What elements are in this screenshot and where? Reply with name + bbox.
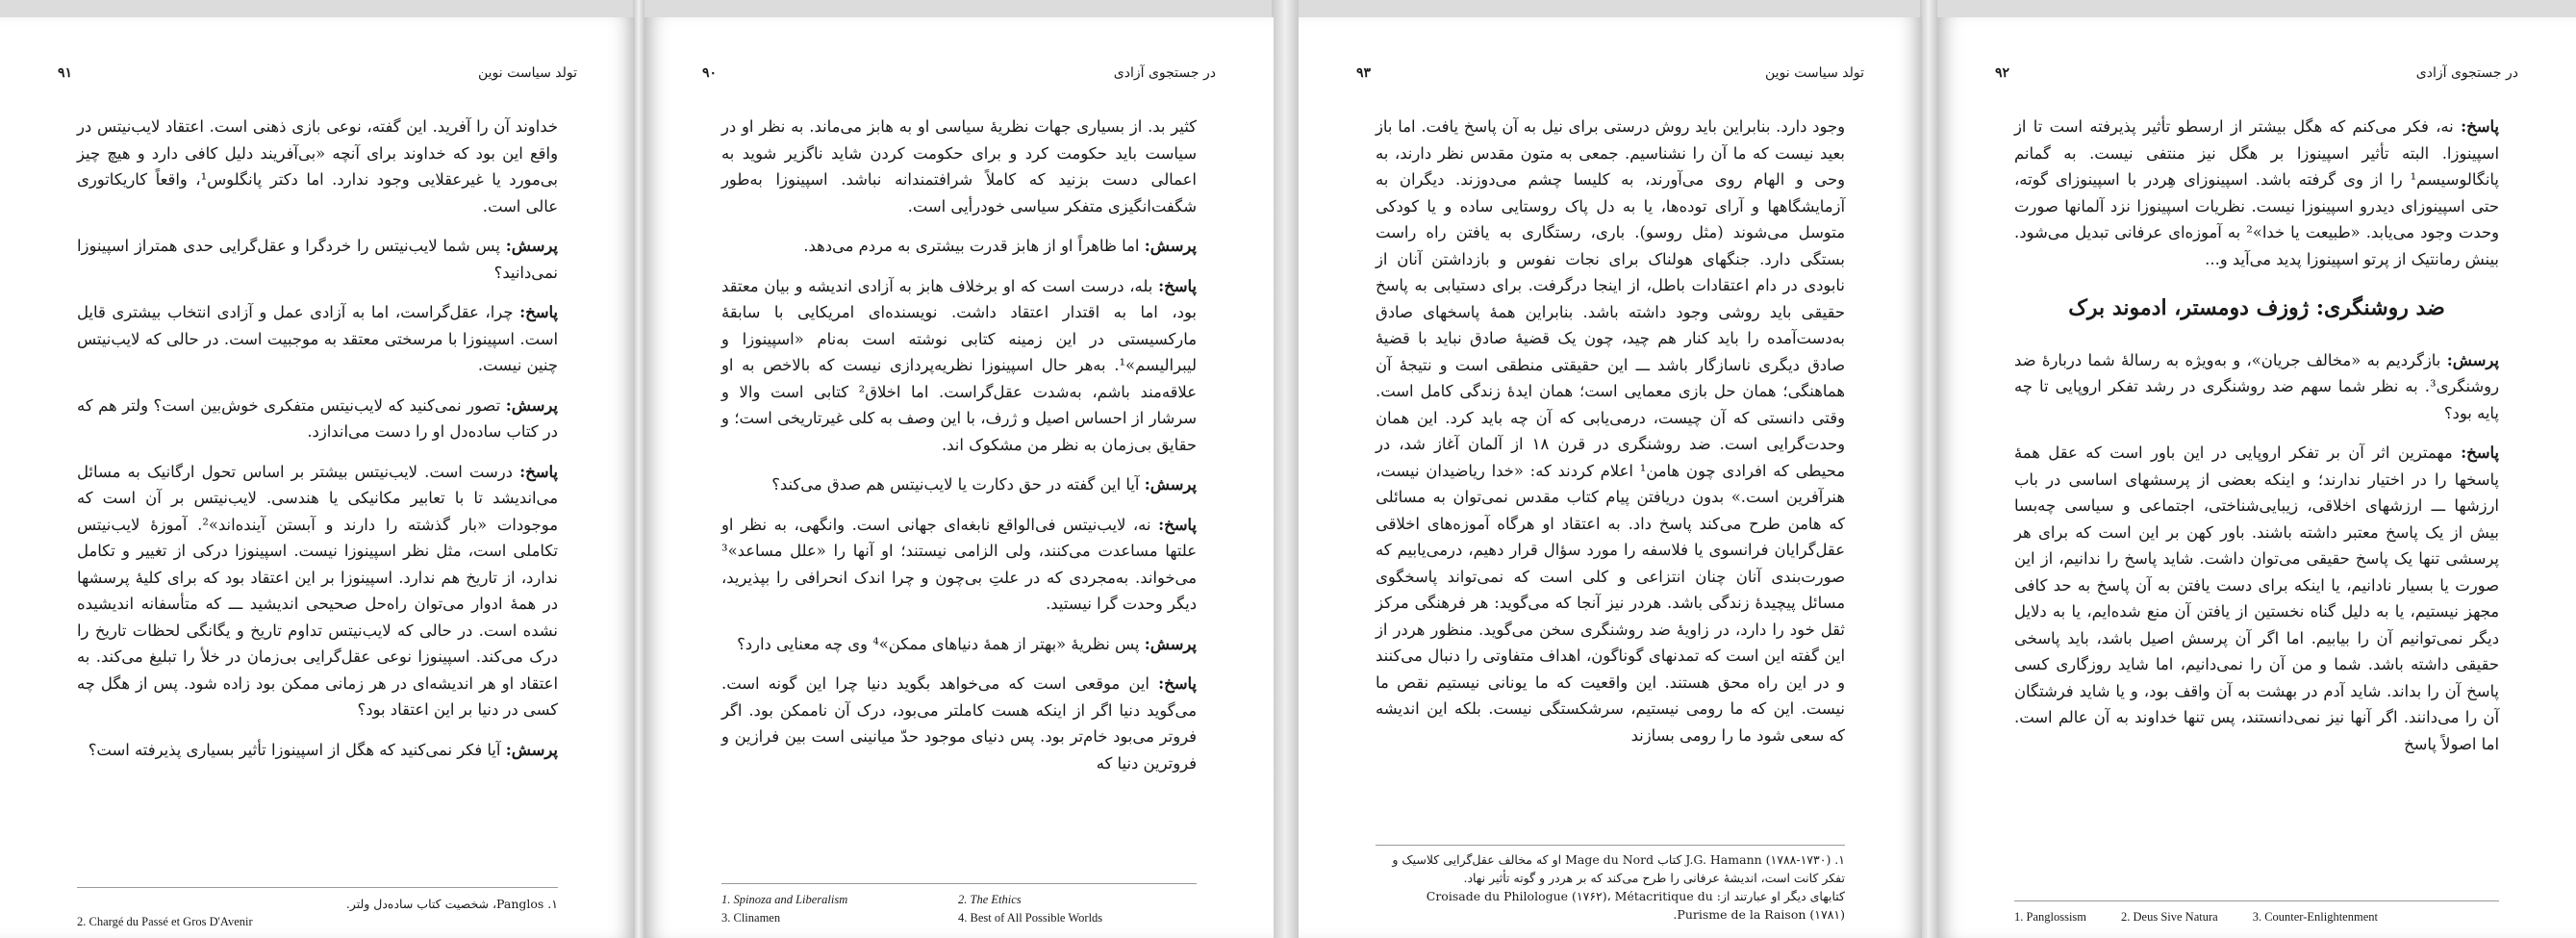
footnote-rule (77, 887, 558, 888)
running-header (1356, 62, 1864, 85)
answer: پاسخ: بله، درست است که او برخلاف هابز به آزادی اندیشه و بیان معتقد بود، اما به اقتدار اعتقاد داشت. نویسنده‌ای امریکایی با سابقهٔ مارکسیستی در این زمینه کتابی نوشته است به‌نام «اسپینوزا و لیبرالیسم»¹. به‌هر حال اسپینوزا نظریه‌پردازی نیست که بالاخص به او علاقه‌مند باشم، به‌شدت عقل‌گراست. اما اخلاق² کتابی است والا و سرشار از احساس اصیل و ژرف، با این وصف به کلی غیرتاریخی است؛ و حقایق بی‌زمان به نظر من مشکوک اند. (721, 276, 1197, 454)
footnote: ۱. Panglos، شخصیت کتاب ساده‌دل ولتر. (345, 897, 558, 911)
footnote: 3. Clinamen (721, 911, 781, 925)
question: پرسش: پس نظریهٔ «بهتر از همهٔ دنیاهای ممکن»⁴ وی چه معنایی دارد؟ (737, 634, 1197, 653)
question: پرسش: پس شما لایب‌نیتس را خردگرا و عقل‌گرایی حدی همتراز اسپینوزا نمی‌دانید؟ (77, 237, 558, 282)
footnote: کتابهای دیگر او عبارتند از: Croisade du Philologue (۱۷۶۲)، Métacritique du (1426, 889, 1845, 903)
page-91 (0, 17, 635, 938)
footnote: 4. Best of All Possible Worlds (958, 911, 1103, 925)
running-header (1995, 62, 2518, 85)
footnote: 1. Spinoza and Liberalism (721, 893, 848, 906)
answer: پاسخ: چرا، عقل‌گراست، اما به آزادی عمل و آزادی انتخاب بیشتری قایل است. اسپینوزا با مرسختی معتقد به موجبیت است. در حالی که لایب‌نیتس چنین نیست. (77, 303, 558, 374)
running-head-title: در جستجوی آزادی (1113, 65, 1216, 81)
paragraph: وجود دارد. بنابراین باید روش درستی برای نیل به آن پاسخ یافت. اما باز بعید نیست که ما آن را نشناسیم. جمعی به متون مقدس نظر دارند، به وحی و الهام روی می‌آورند، به کلیسا چشم می‌دوزند. دیگران به آزمایشگاهها و آرای توده‌ها، یا به دل پاک روستایی ساده و یا کودکی متوسل می‌شوند (مثل روسو). باری، رستگاری به یافتن راه راست بستگی دارد. جنگهای هولناک برای نجات نفوس و بازداشتن آنان از نابودی در دام اعتقادات باطل، از اینجا درگرفت. برای دستیابی به پاسخ حقیقی باید روشی وجود داشته باشد. بنابراین همهٔ پاسخهای صادق به‌دست‌آمده را باید کنار هم چید، چون یک قضیهٔ صادق نباید با قضیهٔ صادق دیگری ناسازگار باشد ـــ این حقیقتی منطقی است و نتیجهٔ آن هماهنگی؛ همان حل بازی معمایی است؛ همان ایدهٔ زندگی کامل است. وقتی دانستی که آن چیست، درمی‌یابی که آن چه باید کرد. این همان وحدت‌گرایی است. ضد روشنگری در قرن ۱۸ از آلمان آغاز شد، در محیطی که افرادی چون هامن¹ اعلام کردند که: «خدا ریاضیدان نیست، هنرآفرین است.» بدون دریافتن پیام کتاب مقدس نمی‌توان به مسائلی که هامن طرح می‌کند پاسخ داد. به اعتقاد او هرگاه آموزه‌های اخلاقی عقل‌گرایان فرانسوی یا فلاسفه را مورد سؤال قرار دهیم، درمی‌یابیم که صورت‌بندی آنان چنان انتزاعی و کلی است که نمی‌تواند پاسخگوی مسائل پیچیدهٔ زندگی باشد. هردر نیز آنجا که می‌گوید: هر فرهنگی مرکز ثقل خود را دارد، در زاویهٔ ضد روشنگری سخن می‌گوید. منظور هردر از این گفته این است که تمدنهای گوناگون، اهداف متفاوتی را دنبال می‌کنند و در این راه محق هستند. این واقعیت که ما یونانی نیستیم نقص ما نیست. این که ما رومی نیستیم، سرشکستگی نیست. بلکه این اندیشه که سعی شود ما را رومی بسازند (1376, 117, 1845, 745)
question: پرسش: آیا فکر نمی‌کنید که هگل از اسپینوزا تأثیر بسیاری پذیرفته است؟ (88, 740, 558, 759)
answer: پاسخ: نه، فکر می‌کنم که هگل بیشتر از ارسطو تأثیر پذیرفته است تا از اسپینوزا. البته تأثیر اسپینوزا بر هگل نیز منتفی نیست. به گمانم پانگالوسیسم¹ را از وی گرفته باشد. اسپینوزای هِردر با اسپینوزای گوته، حتی اسپینوزای دیدرو اسپینوزا نیست. نظریات اسپینوزا نزد آلمانها صورت وحدت وجود می‌یابد. «طبیعت یا خدا»² به آموزه‌ای عرفانی تبدیل می‌شود. بینش رمانتیک از پرتو اسپینوزا پدید می‌آید و... (2014, 117, 2499, 268)
running-head-title: تولد سیاست نوین (477, 65, 577, 81)
page-body (1376, 114, 1845, 762)
footnotes (721, 891, 1197, 927)
footnotes (77, 895, 558, 931)
page-body (721, 114, 1197, 790)
page-93 (1299, 17, 1922, 938)
footnotes (2014, 908, 2499, 926)
footnote: 1. Panglossism (2014, 910, 2087, 924)
page-number: ۹۳ (1356, 65, 1372, 81)
footnote-rule (721, 883, 1197, 884)
page-number: ۹۲ (1995, 65, 2010, 81)
footnote: 2. Chargé du Passé et Gros D'Avenir (77, 915, 253, 928)
page-92 (1937, 17, 2576, 938)
gutter-center (1272, 0, 1299, 938)
question: پرسش: آیا این گفته در حق دکارت یا لایب‌نیتس هم صدق می‌کند؟ (771, 475, 1197, 494)
footnotes (1376, 850, 1845, 924)
footnote: 2. The Ethics (958, 893, 1022, 906)
running-header (58, 62, 577, 85)
question: پرسش: تصور نمی‌کنید که لایب‌نیتس متفکری خوش‌بین است؟ ولتر هم که در کتاب ساده‌دل او را دست می‌اندازد. (77, 395, 558, 441)
running-head-title: تولد سیاست نوین (1764, 65, 1864, 81)
footnote: Purisme de la Raison (۱۷۸۱). (1673, 907, 1845, 922)
page-number: ۹۰ (702, 65, 718, 81)
running-header (702, 62, 1216, 85)
answer: پاسخ: مهمترین اثر آن بر تفکر اروپایی در این باور است که عقل همهٔ پاسخها را در اختیار ندارند؛ و اینکه بعضی از پرسشهای اساسی در باب ارزشها ـــ ارزشهای اخلاقی، زیبایی‌شناختی، اجتماعی و سیاسی چه‌بسا بیش از یک پاسخ معتبر داشته باشند. باور کهن بر این است که برای هر پرسشی تنها یک پاسخ حقیقی می‌توان داشت. شاید پاسخ را ندانیم، از این صورت یا بسیار نادانیم، یا اینکه برای دست یافتن به آن پاسخ به حد کافی مجهز نیستیم، یا به دلیل گناه نخستین از یافتن آن منع شده‌ایم، یا به دلایل دیگر نمی‌توانیم آن را بیابیم. اما اگر آن پرسش اصیل باشد، باید پاسخی حقیقی داشته باشد. شما و من آن را نمی‌دانیم، اما شاید روزگاری کسی پاسخ آن را بداند. شاید آدم در بهشت به آن واقف بود، و یا شاید فرشتگان آن را می‌دانند. اگر آنها نیز نمی‌دانستند، پس تنها خداوند به آن عالم است. اما اصولاً پاسخ (2014, 444, 2499, 753)
answer: پاسخ: نه، لایب‌نیتس فی‌الواقع نابغه‌ای جهانی است. وانگهی، به نظر او علتها مساعدت می‌کنند، ولی الزامی نیستند؛ او آنها را «علل مساعد»³ می‌خواند. به‌مجردی که در علتِ بی‌چون و چرا اندک انحرافی را بپذیرید، دیگر وحدت گرا نیستید. (721, 515, 1197, 613)
page-90 (644, 17, 1274, 938)
answer: پاسخ: درست است. لایب‌نیتس بیشتر بر اساس تحول ارگانیک به مسائل می‌اندیشد تا با تعابیر مکانیکی یا هندسی. لایب‌نیتس بر آن است که موجودات «بار گذشته را دارند و آبستن آینده‌اند»². آموزهٔ لایب‌نیتس تکاملی است، مثل نظر اسپینوزا نیست. اسپینوزا درکی از تغییر و تکامل ندارد، از تاریخ هم ندارد. اسپینوزا بر این اعتقاد بود که برای کلیهٔ پرسشها در همهٔ ادوار می‌توان راه‌حل صحیحی اندیشید ـــ که متأسفانه اندیشیده نشده است. در حالی که لایب‌نیتس تداوم تاریخ و یگانگی لحظات تاریخ را درک می‌کند. اسپینوزا نوعی عقل‌گرایی بی‌زمان در خلأ را تبلیغ می‌کند. به اعتقاد او هر اندیشه‌ای در هر زمانی ممکن بود زاده شود. پس از هگل چه کسی در دنیا بر این اعتقاد بود؟ (77, 462, 558, 719)
paragraph: خداوند آن را آفرید. این گفته، نوعی بازی ذهنی است. اعتقاد لایب‌نیتس در واقع این بود که خداوند برای آنچه «بی‌آفریند دلیل کافی دارد و هیچ چیز بی‌مورد یا غیرعقلایی وجود ندارد. اما دکتر پانگلوس¹، واقعاً کاریکاتوری عالی است. (77, 117, 558, 215)
footnote: ۱. J.G. Hamann (۱۷۸۸-۱۷۳۰) کتاب Mage du Nord او که مخالف عقل‌گرایی کلاسیک و تفکر کانت است، اندیشهٔ عرفانی را طرح می‌کند که بر هردر و گوته تأثیر نهاد. (1392, 852, 1845, 885)
question: پرسش: بازگردیم به «مخالف جریان»، و به‌ویژه به رسالهٔ شما دربارهٔ ضد روشنگری³. به نظر شما سهم ضد روشنگری در رشد تفکر اروپایی تا چه پایه بود؟ (2014, 350, 2499, 422)
footnote: 2. Deus Sive Natura (2121, 910, 2218, 924)
section-heading: ضد روشنگری: ژوزف دومستر، ادموند برک (2068, 295, 2445, 320)
question: پرسش: اما ظاهراً او از هابز قدرت بیشتری به مردم می‌دهد. (803, 237, 1197, 255)
running-head-title: در جستجوی آزادی (2415, 65, 2518, 81)
answer: پاسخ: این موقعی است که می‌خواهد بگوید دنیا چرا این گونه است. می‌گوید دنیا اگر از اینکه هست کاملتر می‌بود، درک آن ناممکن بود. اگر فروتر می‌بود خام‌تر بود. پس دنیای موجود حدّ میانینی است بین فرازین و فروترین دنیا که (721, 674, 1197, 773)
paragraph: کثیر بد. از بسیاری جهات نظریهٔ سیاسی او به هابز می‌ماند. به نظر او در سیاست باید حکومت کرد و برای حکومت کردن شاید ناگزیر شوید به اعمالی دست بزنید که کاملاً شرافتمندانه نباشد. اسپینوزا به‌طور شگفت‌انگیزی متفکر سیاسی خودرأیی است. (721, 117, 1197, 215)
page-number: ۹۱ (58, 65, 73, 81)
page-body (2014, 114, 2499, 771)
gutter-right (1920, 0, 1937, 938)
footnote-rule (1376, 845, 1845, 846)
footnote: 3. Counter-Enlightenment (2252, 910, 2378, 924)
page-body (77, 114, 558, 776)
footnote-rule (2014, 900, 2499, 901)
